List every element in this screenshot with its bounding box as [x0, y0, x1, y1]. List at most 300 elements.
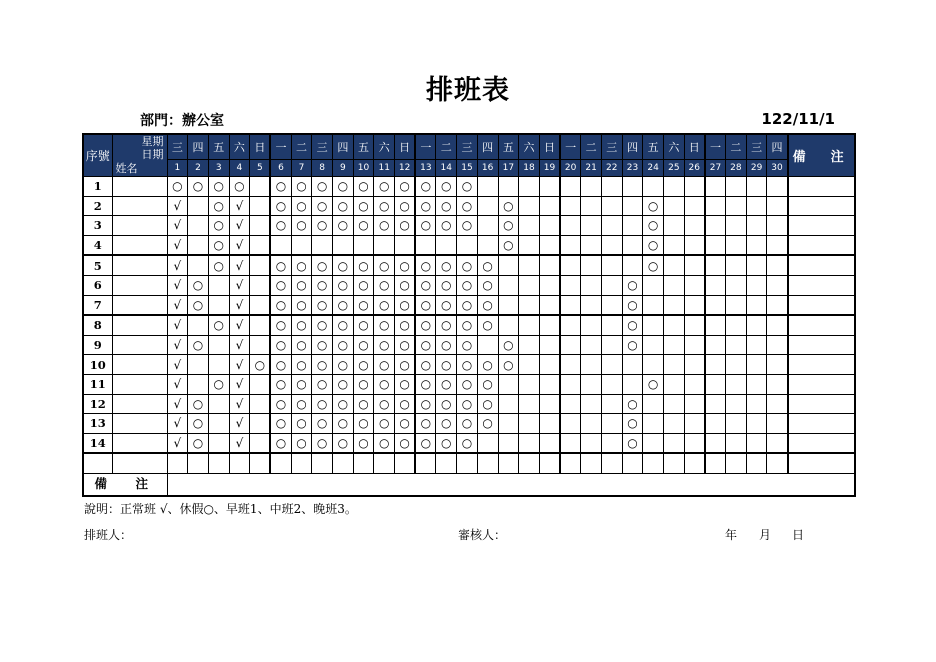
shift-cell[interactable]: [581, 295, 602, 315]
shift-cell[interactable]: ○: [395, 216, 416, 236]
shift-cell[interactable]: [601, 177, 622, 197]
shift-cell[interactable]: [560, 335, 581, 355]
name-cell[interactable]: [112, 374, 167, 394]
shift-cell[interactable]: [477, 335, 498, 355]
shift-cell[interactable]: ○: [622, 414, 643, 434]
shift-cell[interactable]: [726, 177, 747, 197]
row-note-cell[interactable]: [788, 414, 855, 434]
shift-cell[interactable]: [581, 216, 602, 236]
shift-cell[interactable]: ○: [436, 177, 457, 197]
shift-cell[interactable]: [498, 255, 519, 275]
shift-cell[interactable]: [581, 453, 602, 473]
row-note-cell[interactable]: [788, 235, 855, 255]
shift-cell[interactable]: [208, 275, 229, 295]
shift-cell[interactable]: [250, 177, 271, 197]
row-note-cell[interactable]: [788, 355, 855, 375]
shift-cell[interactable]: [601, 216, 622, 236]
shift-cell[interactable]: [539, 433, 560, 453]
shift-cell[interactable]: √: [167, 394, 188, 414]
shift-cell[interactable]: [519, 196, 540, 216]
shift-cell[interactable]: ○: [353, 196, 374, 216]
shift-cell[interactable]: ○: [457, 433, 478, 453]
shift-cell[interactable]: ○: [270, 414, 291, 434]
shift-cell[interactable]: ○: [374, 433, 395, 453]
shift-cell[interactable]: [767, 315, 788, 335]
shift-cell[interactable]: ○: [353, 374, 374, 394]
shift-cell[interactable]: √: [229, 433, 250, 453]
shift-cell[interactable]: [643, 335, 664, 355]
shift-cell[interactable]: √: [229, 216, 250, 236]
shift-cell[interactable]: [664, 335, 685, 355]
shift-cell[interactable]: [767, 414, 788, 434]
shift-cell[interactable]: √: [229, 196, 250, 216]
shift-cell[interactable]: [643, 275, 664, 295]
shift-cell[interactable]: [726, 275, 747, 295]
shift-cell[interactable]: [664, 275, 685, 295]
shift-cell[interactable]: ○: [291, 355, 312, 375]
shift-cell[interactable]: [188, 196, 209, 216]
shift-cell[interactable]: ○: [291, 374, 312, 394]
shift-cell[interactable]: [208, 355, 229, 375]
shift-cell[interactable]: [250, 374, 271, 394]
shift-cell[interactable]: ○: [457, 355, 478, 375]
shift-cell[interactable]: ○: [415, 394, 436, 414]
shift-cell[interactable]: [560, 414, 581, 434]
shift-cell[interactable]: √: [229, 414, 250, 434]
shift-cell[interactable]: [395, 453, 416, 473]
shift-cell[interactable]: [664, 414, 685, 434]
shift-cell[interactable]: [581, 196, 602, 216]
shift-cell[interactable]: [477, 216, 498, 236]
shift-cell[interactable]: ○: [457, 275, 478, 295]
shift-cell[interactable]: [664, 374, 685, 394]
shift-cell[interactable]: [498, 433, 519, 453]
shift-cell[interactable]: [705, 315, 726, 335]
shift-cell[interactable]: [581, 335, 602, 355]
shift-cell[interactable]: ○: [333, 433, 354, 453]
shift-cell[interactable]: [664, 196, 685, 216]
shift-cell[interactable]: ○: [498, 196, 519, 216]
shift-cell[interactable]: ○: [291, 255, 312, 275]
name-cell[interactable]: [112, 453, 167, 473]
shift-cell[interactable]: [415, 453, 436, 473]
shift-cell[interactable]: [746, 295, 767, 315]
shift-cell[interactable]: [539, 275, 560, 295]
shift-cell[interactable]: [477, 196, 498, 216]
shift-cell[interactable]: [539, 196, 560, 216]
shift-cell[interactable]: √: [167, 414, 188, 434]
shift-cell[interactable]: √: [229, 374, 250, 394]
row-note-cell[interactable]: [788, 177, 855, 197]
shift-cell[interactable]: [519, 453, 540, 473]
shift-cell[interactable]: ○: [477, 394, 498, 414]
shift-cell[interactable]: [519, 335, 540, 355]
shift-cell[interactable]: [374, 235, 395, 255]
shift-cell[interactable]: ○: [477, 275, 498, 295]
row-note-cell[interactable]: [788, 196, 855, 216]
shift-cell[interactable]: ○: [353, 216, 374, 236]
shift-cell[interactable]: ○: [353, 315, 374, 335]
shift-cell[interactable]: [581, 433, 602, 453]
name-cell[interactable]: [112, 414, 167, 434]
shift-cell[interactable]: ○: [457, 374, 478, 394]
shift-cell[interactable]: ○: [395, 295, 416, 315]
shift-cell[interactable]: √: [229, 255, 250, 275]
shift-cell[interactable]: ○: [188, 275, 209, 295]
shift-cell[interactable]: ○: [436, 295, 457, 315]
shift-cell[interactable]: [519, 374, 540, 394]
shift-cell[interactable]: ○: [291, 394, 312, 414]
shift-cell[interactable]: ○: [374, 177, 395, 197]
row-note-cell[interactable]: [788, 315, 855, 335]
shift-cell[interactable]: ○: [229, 177, 250, 197]
shift-cell[interactable]: [664, 315, 685, 335]
shift-cell[interactable]: ○: [415, 315, 436, 335]
shift-cell[interactable]: [498, 275, 519, 295]
shift-cell[interactable]: ○: [457, 335, 478, 355]
shift-cell[interactable]: [705, 394, 726, 414]
shift-cell[interactable]: [188, 355, 209, 375]
shift-cell[interactable]: [746, 453, 767, 473]
name-cell[interactable]: [112, 196, 167, 216]
shift-cell[interactable]: ○: [622, 433, 643, 453]
shift-cell[interactable]: ○: [622, 275, 643, 295]
shift-cell[interactable]: ○: [188, 414, 209, 434]
row-note-cell[interactable]: [788, 394, 855, 414]
shift-cell[interactable]: [250, 414, 271, 434]
shift-cell[interactable]: [250, 216, 271, 236]
shift-cell[interactable]: ○: [415, 275, 436, 295]
shift-cell[interactable]: ○: [374, 315, 395, 335]
shift-cell[interactable]: ○: [312, 177, 333, 197]
shift-cell[interactable]: [250, 275, 271, 295]
shift-cell[interactable]: [622, 216, 643, 236]
shift-cell[interactable]: ○: [291, 196, 312, 216]
shift-cell[interactable]: [519, 255, 540, 275]
footer-notes-field[interactable]: [167, 473, 855, 496]
shift-cell[interactable]: [539, 295, 560, 315]
shift-cell[interactable]: ○: [415, 216, 436, 236]
shift-cell[interactable]: [684, 235, 705, 255]
shift-cell[interactable]: ○: [477, 374, 498, 394]
shift-cell[interactable]: [374, 453, 395, 473]
shift-cell[interactable]: ○: [353, 335, 374, 355]
shift-cell[interactable]: [746, 255, 767, 275]
shift-cell[interactable]: [726, 453, 747, 473]
shift-cell[interactable]: [684, 295, 705, 315]
shift-cell[interactable]: ○: [312, 255, 333, 275]
shift-cell[interactable]: [581, 355, 602, 375]
shift-cell[interactable]: [539, 335, 560, 355]
shift-cell[interactable]: [601, 315, 622, 335]
shift-cell[interactable]: ○: [415, 177, 436, 197]
shift-cell[interactable]: [664, 394, 685, 414]
shift-cell[interactable]: [188, 255, 209, 275]
shift-cell[interactable]: [539, 216, 560, 236]
shift-cell[interactable]: [726, 335, 747, 355]
row-note-cell[interactable]: [788, 255, 855, 275]
shift-cell[interactable]: [643, 355, 664, 375]
shift-cell[interactable]: ○: [270, 433, 291, 453]
shift-cell[interactable]: [581, 394, 602, 414]
shift-cell[interactable]: ○: [312, 394, 333, 414]
shift-cell[interactable]: ○: [333, 255, 354, 275]
shift-cell[interactable]: [726, 235, 747, 255]
shift-cell[interactable]: [767, 433, 788, 453]
shift-cell[interactable]: [601, 355, 622, 375]
shift-cell[interactable]: [270, 453, 291, 473]
shift-cell[interactable]: [498, 374, 519, 394]
shift-cell[interactable]: [726, 414, 747, 434]
shift-cell[interactable]: [664, 453, 685, 473]
shift-cell[interactable]: √: [229, 295, 250, 315]
shift-cell[interactable]: ○: [622, 394, 643, 414]
shift-cell[interactable]: [643, 394, 664, 414]
shift-cell[interactable]: ○: [622, 335, 643, 355]
shift-cell[interactable]: ○: [395, 315, 416, 335]
shift-cell[interactable]: ○: [270, 196, 291, 216]
shift-cell[interactable]: ○: [208, 374, 229, 394]
shift-cell[interactable]: [705, 453, 726, 473]
shift-cell[interactable]: ○: [415, 433, 436, 453]
shift-cell[interactable]: [705, 374, 726, 394]
shift-cell[interactable]: [643, 453, 664, 473]
shift-cell[interactable]: [436, 235, 457, 255]
shift-cell[interactable]: [746, 235, 767, 255]
shift-cell[interactable]: [601, 433, 622, 453]
row-note-cell[interactable]: [788, 335, 855, 355]
shift-cell[interactable]: [643, 295, 664, 315]
shift-cell[interactable]: [539, 394, 560, 414]
shift-cell[interactable]: [684, 315, 705, 335]
shift-cell[interactable]: ○: [312, 196, 333, 216]
row-note-cell[interactable]: [788, 433, 855, 453]
shift-cell[interactable]: ○: [333, 216, 354, 236]
shift-cell[interactable]: [726, 394, 747, 414]
shift-cell[interactable]: ○: [291, 275, 312, 295]
shift-cell[interactable]: [601, 295, 622, 315]
shift-cell[interactable]: [560, 295, 581, 315]
shift-cell[interactable]: [705, 235, 726, 255]
shift-cell[interactable]: √: [167, 433, 188, 453]
shift-cell[interactable]: ○: [312, 374, 333, 394]
shift-cell[interactable]: [539, 255, 560, 275]
shift-cell[interactable]: ○: [374, 255, 395, 275]
shift-cell[interactable]: [684, 394, 705, 414]
name-cell[interactable]: [112, 394, 167, 414]
shift-cell[interactable]: [664, 235, 685, 255]
shift-cell[interactable]: [746, 196, 767, 216]
shift-cell[interactable]: [746, 394, 767, 414]
shift-cell[interactable]: [498, 315, 519, 335]
shift-cell[interactable]: [622, 235, 643, 255]
shift-cell[interactable]: [684, 414, 705, 434]
shift-cell[interactable]: [250, 315, 271, 335]
shift-cell[interactable]: [726, 433, 747, 453]
shift-cell[interactable]: [188, 315, 209, 335]
shift-cell[interactable]: [726, 374, 747, 394]
shift-cell[interactable]: ○: [353, 394, 374, 414]
shift-cell[interactable]: [664, 255, 685, 275]
shift-cell[interactable]: [333, 235, 354, 255]
shift-cell[interactable]: [643, 315, 664, 335]
shift-cell[interactable]: [726, 355, 747, 375]
name-cell[interactable]: [112, 275, 167, 295]
shift-cell[interactable]: [705, 295, 726, 315]
shift-cell[interactable]: ○: [436, 355, 457, 375]
shift-cell[interactable]: √: [229, 315, 250, 335]
shift-cell[interactable]: [519, 177, 540, 197]
shift-cell[interactable]: ○: [312, 275, 333, 295]
shift-cell[interactable]: [581, 177, 602, 197]
shift-cell[interactable]: [250, 453, 271, 473]
shift-cell[interactable]: ○: [208, 216, 229, 236]
shift-cell[interactable]: [519, 394, 540, 414]
shift-cell[interactable]: [581, 374, 602, 394]
shift-cell[interactable]: [684, 255, 705, 275]
shift-cell[interactable]: √: [229, 394, 250, 414]
shift-cell[interactable]: ○: [270, 355, 291, 375]
name-cell[interactable]: [112, 235, 167, 255]
row-note-cell[interactable]: [788, 374, 855, 394]
shift-cell[interactable]: [601, 255, 622, 275]
shift-cell[interactable]: [333, 453, 354, 473]
shift-cell[interactable]: ○: [312, 433, 333, 453]
shift-cell[interactable]: ○: [270, 335, 291, 355]
shift-cell[interactable]: ○: [374, 335, 395, 355]
shift-cell[interactable]: √: [229, 355, 250, 375]
name-cell[interactable]: [112, 295, 167, 315]
shift-cell[interactable]: [519, 315, 540, 335]
shift-cell[interactable]: [208, 394, 229, 414]
shift-cell[interactable]: [726, 315, 747, 335]
shift-cell[interactable]: ○: [498, 355, 519, 375]
shift-cell[interactable]: ○: [395, 414, 416, 434]
shift-cell[interactable]: [167, 453, 188, 473]
shift-cell[interactable]: [684, 177, 705, 197]
shift-cell[interactable]: ○: [270, 374, 291, 394]
shift-cell[interactable]: ○: [498, 235, 519, 255]
shift-cell[interactable]: [767, 275, 788, 295]
shift-cell[interactable]: [622, 255, 643, 275]
shift-cell[interactable]: ○: [622, 295, 643, 315]
shift-cell[interactable]: [519, 235, 540, 255]
shift-cell[interactable]: [746, 216, 767, 236]
shift-cell[interactable]: [457, 235, 478, 255]
shift-cell[interactable]: [353, 235, 374, 255]
shift-cell[interactable]: √: [229, 335, 250, 355]
shift-cell[interactable]: ○: [457, 394, 478, 414]
shift-cell[interactable]: ○: [643, 216, 664, 236]
shift-cell[interactable]: [560, 355, 581, 375]
shift-cell[interactable]: [705, 216, 726, 236]
shift-cell[interactable]: [498, 394, 519, 414]
shift-cell[interactable]: [684, 216, 705, 236]
shift-cell[interactable]: ○: [312, 295, 333, 315]
shift-cell[interactable]: √: [167, 355, 188, 375]
shift-cell[interactable]: ○: [436, 275, 457, 295]
shift-cell[interactable]: ○: [395, 335, 416, 355]
shift-cell[interactable]: [560, 433, 581, 453]
shift-cell[interactable]: [601, 394, 622, 414]
shift-cell[interactable]: [684, 275, 705, 295]
shift-cell[interactable]: ○: [312, 355, 333, 375]
shift-cell[interactable]: ○: [270, 275, 291, 295]
shift-cell[interactable]: [560, 394, 581, 414]
shift-cell[interactable]: [539, 355, 560, 375]
shift-cell[interactable]: ○: [374, 394, 395, 414]
shift-cell[interactable]: [581, 255, 602, 275]
shift-cell[interactable]: [601, 335, 622, 355]
shift-cell[interactable]: [250, 255, 271, 275]
shift-cell[interactable]: [539, 315, 560, 335]
shift-cell[interactable]: ○: [498, 335, 519, 355]
row-note-cell[interactable]: [788, 453, 855, 473]
name-cell[interactable]: [112, 216, 167, 236]
shift-cell[interactable]: [519, 275, 540, 295]
shift-cell[interactable]: [767, 335, 788, 355]
shift-cell[interactable]: [457, 453, 478, 473]
shift-cell[interactable]: ○: [477, 355, 498, 375]
shift-cell[interactable]: [291, 235, 312, 255]
shift-cell[interactable]: ○: [415, 355, 436, 375]
shift-cell[interactable]: ○: [291, 295, 312, 315]
shift-cell[interactable]: [353, 453, 374, 473]
shift-cell[interactable]: ○: [436, 433, 457, 453]
shift-cell[interactable]: [767, 355, 788, 375]
shift-cell[interactable]: [415, 235, 436, 255]
shift-cell[interactable]: ○: [457, 216, 478, 236]
shift-cell[interactable]: [208, 453, 229, 473]
shift-cell[interactable]: ○: [353, 255, 374, 275]
shift-cell[interactable]: [519, 295, 540, 315]
shift-cell[interactable]: ○: [312, 335, 333, 355]
shift-cell[interactable]: ○: [333, 315, 354, 335]
shift-cell[interactable]: [560, 216, 581, 236]
shift-cell[interactable]: [560, 315, 581, 335]
shift-cell[interactable]: [705, 355, 726, 375]
shift-cell[interactable]: [622, 196, 643, 216]
shift-cell[interactable]: [560, 255, 581, 275]
shift-cell[interactable]: [746, 335, 767, 355]
shift-cell[interactable]: [250, 433, 271, 453]
shift-cell[interactable]: ○: [333, 295, 354, 315]
shift-cell[interactable]: ○: [643, 374, 664, 394]
shift-cell[interactable]: [684, 355, 705, 375]
shift-cell[interactable]: ○: [167, 177, 188, 197]
shift-cell[interactable]: [477, 453, 498, 473]
shift-cell[interactable]: [664, 355, 685, 375]
shift-cell[interactable]: ○: [436, 374, 457, 394]
shift-cell[interactable]: ○: [353, 177, 374, 197]
shift-cell[interactable]: [746, 433, 767, 453]
shift-cell[interactable]: ○: [436, 315, 457, 335]
shift-cell[interactable]: ○: [188, 433, 209, 453]
shift-cell[interactable]: ○: [270, 255, 291, 275]
shift-cell[interactable]: ○: [457, 177, 478, 197]
shift-cell[interactable]: [539, 235, 560, 255]
shift-cell[interactable]: ○: [208, 196, 229, 216]
shift-cell[interactable]: [539, 453, 560, 473]
shift-cell[interactable]: [664, 177, 685, 197]
shift-cell[interactable]: ○: [643, 235, 664, 255]
shift-cell[interactable]: ○: [353, 414, 374, 434]
shift-cell[interactable]: ○: [457, 315, 478, 335]
shift-cell[interactable]: [395, 235, 416, 255]
shift-cell[interactable]: [726, 255, 747, 275]
shift-cell[interactable]: ○: [457, 255, 478, 275]
shift-cell[interactable]: ○: [208, 235, 229, 255]
